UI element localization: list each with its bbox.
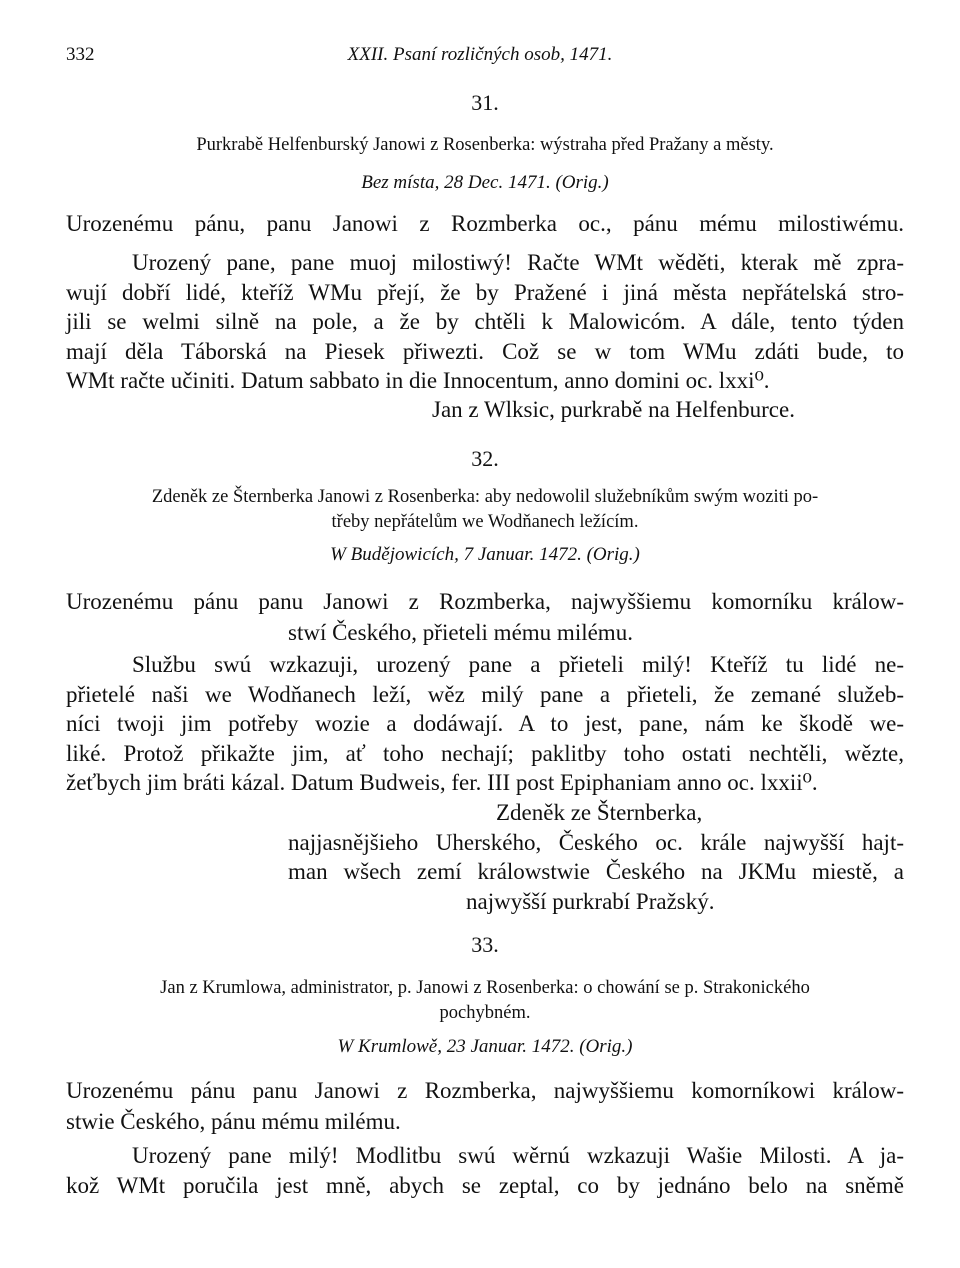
letter-location: W Krumlowě, 23 Januar. 1472. (Orig.) [337,1036,633,1057]
signature-line: Zdeněk ze Šternberka, [496,800,703,825]
body-line: Urozený pane milý! Modlitbu swú wěrnú wzkazuji Wašie Milosti. A ja- [132,1143,904,1168]
body-line: přietelé naši we Wodňanech leží, wěz milý pane a přieteli, že zemané služeb- [66,681,904,707]
letter-32-body [66,650,904,798]
letter-summary-line: Purkrabě Helfenburský Janowi z Rosenberka: wýstraha před Pražany a městy. [196,135,774,155]
letter-31-location [66,170,904,196]
signature-line: man wšech zemí králowstwie Českého na JKMu miestě, a [288,859,904,884]
body-line: Službu swú wzkazuji, urozený pane a přieteli milý! Kteříž tu lidé ne- [132,652,904,677]
body-line: mají děla Táborská na Piesek přiwezti. Což se w tom WMu zdáti bude, to [66,338,904,364]
letter-summary-line: Jan z Krumlowa, administrator, p. Janowi z Rosenberka: o chowání se p. Strakonického [160,978,810,998]
address-line: stwí Českého, přieteli mému milému. [288,620,633,645]
letter-31-summary [66,133,904,158]
running-title: XXII. Psaní rozličných osob, 1471. [347,44,613,65]
letter-summary-line: třeby nepřátelům we Wodňanech ležícím. [331,512,639,532]
body-line: žeťbych jim bráti kázal. Datum Budweis, fer. III post Epiphaniam anno oc. lxxii⁰. [66,770,818,795]
letter-summary-line: pochybném. [439,1003,531,1023]
letter-33 [66,932,904,958]
letter-number: 32. [471,446,499,471]
letter-31 [66,90,904,116]
signature-line: najjasnějšieho Uherského, Českého oc. krále najwyšší hajt- [288,829,904,855]
letter-33-body [66,1141,904,1200]
address-line: Urozenému pánu panu Janowi z Rozmberka, najwyššiemu komorníkowi králow- [66,1078,904,1103]
letter-location: Bez místa, 28 Dec. 1471. (Orig.) [361,172,609,193]
letter-summary-line: Zdeněk ze Šternberka Janowi z Rosenberka: aby nedowolil služebníkům swým woziti po- [151,487,819,507]
body-line: jili se welmi silně na pole, a že by chtěli k Malowicóm. A dále, tento týden [66,309,904,334]
address-line: stwie Českého, pánu mému milému. [66,1109,401,1134]
address-line: Urozenému pánu panu Janowi z Rozmberka, najwyššiemu komorníku králow- [66,589,904,614]
letter-32-signature [66,798,904,916]
letter-33-address [66,1075,904,1137]
letter-location: W Budějowicích, 7 Januar. 1472. (Orig.) [330,544,640,565]
letter-number: 33. [471,932,499,957]
letter-33-location [66,1034,904,1060]
letter-32-summary [66,485,904,535]
letter-31-body [66,248,904,396]
body-line: liké. Protož přikažte jim, ať toho nechají; paklitby toho ostati nechtěli, wězte, [66,740,904,766]
body-line: níci twoji jim potřeby wozie a dodáwají. A to jest, pane, nám ke škodě we- [66,711,904,736]
body-line: Urozený pane, pane muoj milostiwý! Račte WMt wěděti, kterak mě zpra- [132,250,904,275]
body-line: kož WMt poručila jest mně, abych se zeptal, co by jednáno belo na sněmě [66,1172,904,1198]
body-line: WMt račte učiniti. Datum sabbato in die Innocentum, anno domini oc. lxxi⁰. [66,368,770,393]
letter-32-address [66,586,904,648]
page-number: 332 [66,44,95,65]
letter-33-summary [66,976,904,1026]
body-line: wují dobří lidé, kteříž WMu přejí, že by Pražené i jiná města nepřátelská stro- [66,279,904,305]
signature-line: najwyšší purkrabí Pražský. [466,888,715,914]
letter-31-signature [66,395,904,425]
letter-31-address [66,208,904,239]
letter-number: 31. [471,90,499,115]
running-header [66,44,894,74]
signature-line: Jan z Wlksic, purkrabě na Helfenburce. [432,397,795,422]
letter-32-location [66,542,904,568]
letter-32 [66,446,904,472]
address-line: Urozenému pánu, panu Janowi z Rozmberka oc., pánu mému milostiwému. [66,211,904,236]
